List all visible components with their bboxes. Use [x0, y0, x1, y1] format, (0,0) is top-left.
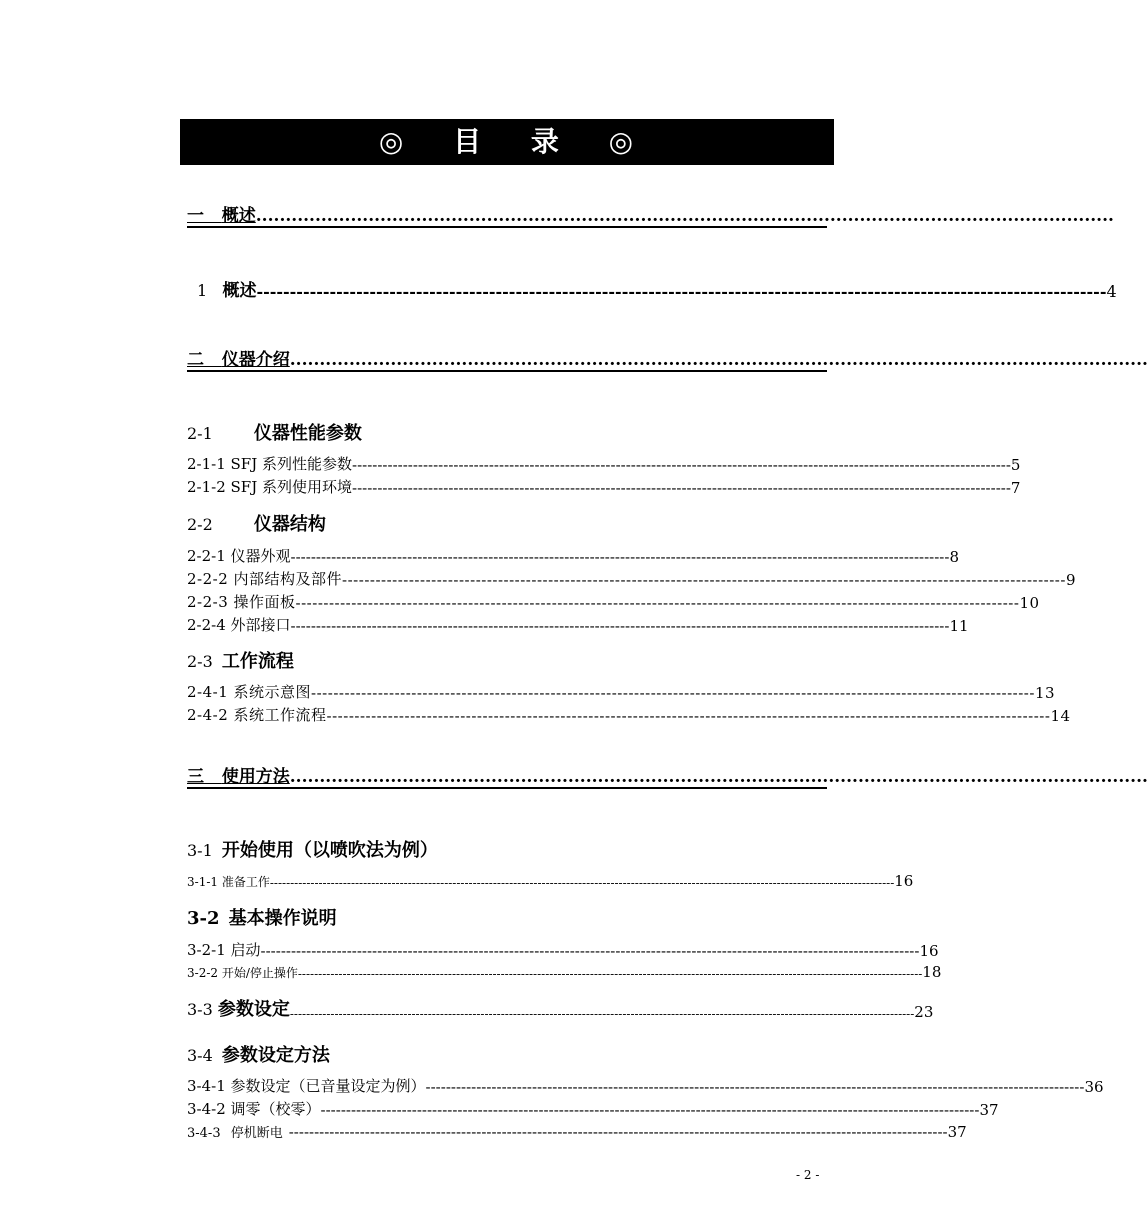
toc-entry-3-4-3[interactable] [187, 1122, 967, 1141]
toc-entry-2-1-2[interactable] [187, 476, 1021, 497]
leader-dashes: ---------------------------------------------------------------------------------------------------------------------------------------------------------- [289, 1007, 915, 1021]
page-ref: 16 [919, 942, 939, 960]
sub-number: 3-2 [187, 908, 220, 929]
section-title: 仪器介绍 [221, 350, 290, 370]
leader-dashes: ---------------------------------------------------------------------------------------------------------------------------------- [425, 1078, 1085, 1096]
subheading-2-2[interactable] [187, 510, 326, 536]
leader-dashes: ---------------------------------------------------------------------------------------------------------------------------------- [342, 571, 1066, 589]
page-ref: 36 [1084, 1078, 1104, 1096]
leader-dashes: ---------------------------------------------------------------------------------------------------------------------------------- [352, 456, 1011, 474]
leader-dashes: ---------------------------------------------------------------------------------------------------------------------------------- [295, 594, 1020, 612]
section-heading-1[interactable] [187, 202, 1114, 228]
leader-dashes: ---------------------------------------------------------------------------------------------------------------------------------- [290, 548, 950, 566]
toc-entry-3-1-1[interactable] [187, 872, 914, 890]
toc-entry-2-2-3[interactable] [187, 591, 1040, 612]
leader-dashes: ---------------------------------------------------------------------------------------------------------------------------------- [352, 479, 1011, 497]
leader-dots: ................................................................................................................................................. [289, 350, 1148, 370]
sub-title: 参数设定方法 [221, 1045, 330, 1066]
page-ref: 9 [1065, 571, 1076, 589]
toc-entry-2-1-1[interactable] [187, 453, 1021, 474]
section-number: 三 [187, 767, 204, 787]
sub-title: 仪器性能参数 [253, 423, 362, 444]
entry-number: 1 [197, 281, 208, 300]
page-ref: 11 [949, 617, 969, 635]
entry-label: 2-2-4 外部接口 [187, 616, 291, 634]
subheading-2-1[interactable] [187, 419, 362, 445]
toc-entry-3-3[interactable] [187, 995, 934, 1021]
toc-entry-3-4-2[interactable] [187, 1098, 999, 1119]
leader-dashes: ---------------------------------------------------------------------------------------------------------------------------------------------------------- [269, 876, 895, 890]
toc-entry-2-2-4[interactable] [187, 614, 969, 635]
sub-number: 2-3 [187, 652, 213, 671]
section-title: 使用方法 [221, 767, 290, 787]
leader-dashes: ---------------------------------------------------------------------------------------------------------------------------------- [288, 1123, 948, 1141]
section-heading-3[interactable] [187, 763, 1148, 789]
entry-label: 2-2-1 仪器外观 [187, 547, 291, 565]
page-ref: 5 [1010, 456, 1021, 474]
leader-dashes: ---------------------------------------------------------------------------------------------------------------------------------- [311, 684, 1035, 702]
sub-title: 基本操作说明 [228, 908, 337, 929]
leader-dots: ................................................................................................................................................. [289, 767, 1148, 787]
subheading-3-2[interactable] [187, 904, 337, 930]
toc-entry-2-2-2[interactable] [187, 568, 1076, 589]
sub-title: 仪器结构 [253, 514, 326, 535]
page-ref: 37 [979, 1101, 999, 1119]
toc-entry-3-2-1[interactable] [187, 939, 939, 960]
toc-entry-2-4-2[interactable] [187, 704, 1071, 725]
leader-dashes: -------------------------------------------------------------------------------------------------------------------------------- [256, 282, 1107, 301]
page-ref: 13 [1034, 684, 1056, 702]
page-ref: 7 [1010, 479, 1021, 497]
page-ref: 16 [894, 872, 914, 890]
subheading-3-1[interactable] [187, 836, 438, 862]
leader-dashes: ---------------------------------------------------------------------------------------------------------------------------------- [320, 1101, 980, 1119]
page-ref: 18 [922, 963, 942, 981]
subheading-2-3[interactable] [187, 647, 294, 673]
sub-number: 3-1 [187, 841, 213, 860]
sub-title: 开始使用（以喷吹法为例） [221, 840, 438, 861]
page-ref: 4 [1106, 282, 1117, 301]
toc-entry-1[interactable] [197, 276, 1117, 301]
entry-label: 3-2-2 开始/停止操作 [187, 966, 298, 980]
page-ref: 37 [947, 1123, 967, 1141]
sub-number: 2-2 [187, 515, 213, 534]
sub-title: 工作流程 [221, 651, 294, 672]
entry-label: 3-2-1 启动 [187, 941, 261, 959]
entry-label: 2-4-2 系统工作流程 [187, 706, 327, 724]
section-number: 二 [187, 350, 204, 370]
sub-number: 2-1 [187, 424, 213, 443]
section-number: 一 [187, 206, 204, 226]
leader-dashes: ---------------------------------------------------------------------------------------------------------------------------------- [260, 942, 920, 960]
entry-label: 3-4-1 参数设定（已音量设定为例） [187, 1077, 426, 1095]
section-title: 概述 [221, 206, 256, 226]
entry-label: 3-4-3 停机断电 [187, 1126, 283, 1141]
entry-title: 参数设定 [217, 999, 290, 1020]
leader-dashes: ---------------------------------------------------------------------------------------------------------------------------------- [290, 617, 950, 635]
toc-entry-2-2-1[interactable] [187, 545, 959, 566]
subheading-3-4[interactable] [187, 1041, 330, 1067]
entry-label: 2-1-1 SFJ 系列性能参数 [187, 455, 353, 473]
entry-label: 3-1-1 准备工作 [187, 875, 270, 889]
page-ref: 8 [949, 548, 959, 566]
title-char-1: 目 [453, 125, 484, 158]
page-ref: 10 [1019, 594, 1040, 612]
entry-number: 3-3 [187, 1000, 213, 1019]
toc-entry-3-4-1[interactable] [187, 1075, 1104, 1096]
toc-title-bar [180, 119, 834, 165]
entry-label: 2-1-2 SFJ 系列使用环境 [187, 478, 353, 496]
entry-label: 3-4-2 调零（校零） [187, 1100, 321, 1118]
circle-symbol-icon: ◎ [378, 125, 406, 158]
leader-dashes: ---------------------------------------------------------------------------------------------------------------------------------- [326, 707, 1051, 725]
section-heading-2[interactable] [187, 346, 1148, 372]
leader-dashes: ---------------------------------------------------------------------------------------------------------------------------------------------------------- [297, 967, 923, 981]
sub-number: 3-4 [187, 1046, 213, 1065]
title-char-2: 录 [530, 125, 561, 158]
toc-entry-3-2-2[interactable] [187, 963, 942, 981]
page-ref: 23 [914, 1003, 934, 1021]
entry-label: 2-4-1 系统示意图 [187, 683, 312, 701]
entry-label: 2-2-2 内部结构及部件 [187, 570, 343, 588]
leader-dots: ................................................................................................................................................. [255, 206, 1114, 226]
page-number: - 2 - [796, 1168, 820, 1182]
toc-entry-2-4-1[interactable] [187, 681, 1056, 702]
entry-label: 2-2-3 操作面板 [187, 593, 296, 611]
page-ref: 14 [1050, 707, 1071, 725]
entry-title: 概述 [222, 281, 257, 301]
circle-symbol-icon: ◎ [608, 125, 636, 158]
